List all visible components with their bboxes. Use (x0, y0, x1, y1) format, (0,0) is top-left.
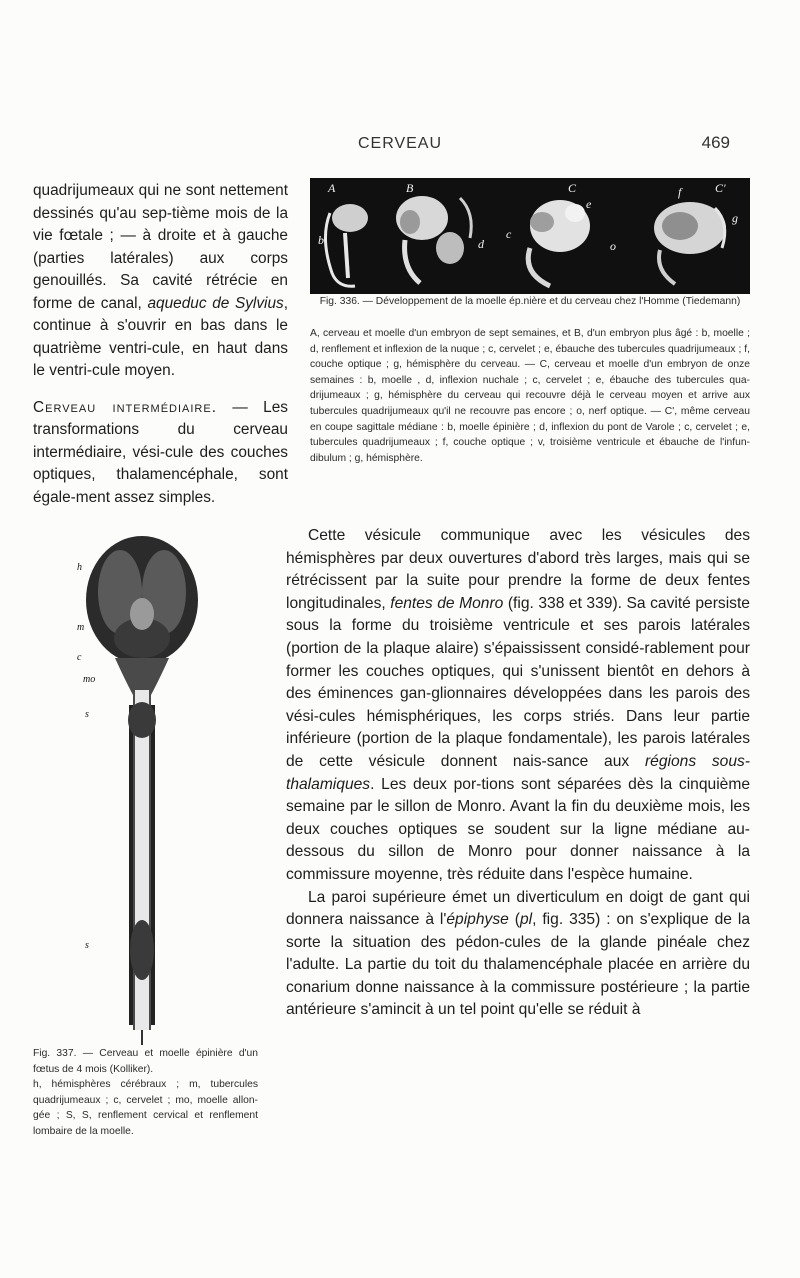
main-p2-italic-b: pl (519, 911, 533, 929)
fig336-label-f: f (678, 185, 682, 199)
main-paragraph-2 (286, 887, 750, 1023)
figure-336-legend: A, cerveau et moelle d'un embryon de sept semaines, et B, d'un embryon plus âgé : b, moelle ; d, renflement et inflexion de la nuque ; c, cervelet ; e, ébauche des tubercules quadrijumeaux ; f, couche optique ; g, hémisphère du cerveau. — C, cerveau et moelle d'un embryon de onze semaines : b, moelle , d, inflexion nuchale ; c, cervelet ; e, ébauche des tubercules qua-drijumeaux ; g, hémisphère du cerveau qui recouvre déjà le cerveau moyen et arrive aux tubercules quadrijumeaux qu'il ne recouvre pas encore ; o, nerf optique. — C', même cerveau en coupe sagittale médiane : b, moelle épinière ; d, inflexion du pont de Varole ; c, cervelet ; e, tubercules quadrijumeaux ; f, couche optique ; v, troisième ventricule et ébauche de l'infun-dibulum ; g, hémisphère. (310, 328, 750, 464)
fig336-label-g: g (732, 211, 738, 225)
running-header: CERVEAU (357, 135, 443, 152)
main-p1-text-b: (fig. 338 et 339). Sa cavité persiste sous la forme du troisième ventricule et ses parois latérales (portion de la plaque alaire) s'épaississent considé-rablement pour former les couches optiques, qui s'unissent bientôt en dehors à des éminences gan-glionnaires développées dans les parois des vési-cules hémisphériques, les corps striés. Dans leur partie inférieure (portion de la plaque fondamentale), les parois latérales de cette vésicule donnent nais-sance aux (286, 594, 750, 770)
main-p1-text-a: Cette vésicule communique avec les vésicules des hémisphères par deux ouvertures d'abord très larges, mais qui se rétrécissent par la suite pour prendre la forme de deux fentes longitudinales, (286, 527, 750, 612)
main-p1-italic-b: régions sous-thalamiques (286, 752, 751, 793)
fig337-label-mo: mo (83, 674, 96, 685)
section-paragraph (33, 397, 288, 510)
fig336-label-c-prime: C' (715, 181, 726, 195)
fig337-label-s-upper: s (85, 709, 89, 720)
fig336-label-b-small: b (318, 233, 324, 247)
section-title: Cerveau intermédiaire. (33, 398, 217, 416)
left-paragraph-italic: aqueduc de Sylvius (147, 294, 284, 312)
fig336-label-d: d (478, 237, 484, 251)
left-paragraph (33, 180, 288, 383)
spinal-cord-drawing (115, 658, 169, 1045)
figure-336-illustration (310, 178, 750, 294)
main-text-column (286, 525, 750, 1022)
figure-337-illustration (75, 530, 210, 1045)
main-p2-text-b: ( (508, 911, 520, 929)
main-p2-text-c: , fig. 335) : on s'explique de la sorte la situation des pédon-cules de la glande pinéale chez l'adulte. La partie du toit du thalamencéphale placée en arrière du conarium donne naissance à la commissure postérieure ; la partie antérieure s'amincit à un tel point qu'elle se réduit à (286, 911, 750, 1019)
fig336-label-a: A (328, 181, 336, 195)
main-paragraph-1 (286, 525, 750, 887)
left-paragraph-text-end: , continue à s'ouvrir en bas dans le quatrième ventri-cule, en haut dans le ventri-cule moyen. (33, 294, 288, 379)
figure-337-caption (33, 1046, 258, 1140)
left-column (33, 180, 288, 509)
figure-337-caption-legend: h, hémisphères cérébraux ; m, tubercules quadrijumeaux ; c, cervelet ; mo, moelle allon-gée ; S, S, renflement cervical et renflement lombaire de la moelle. (33, 1079, 258, 1137)
fig337-label-h: h (77, 562, 82, 573)
figure-337-caption-title: Fig. 337. — Cerveau et moelle épinière d'un fœtus de 4 mois (Kolliker). (33, 1048, 258, 1075)
figure-337-image (75, 530, 210, 1045)
main-p2-text-a: La paroi supérieure émet un diverticulum en doigt de gant qui donnera naissance à l' (286, 888, 750, 929)
figure-336-caption: Fig. 336. — Développement de la moelle ép.nière et du cerveau chez l'Homme (Tiedemann) (319, 296, 741, 307)
fig336-label-e: e (586, 197, 592, 211)
fig336-label-c: C (568, 181, 577, 195)
fig337-label-m: m (77, 622, 85, 633)
fig336-label-o: o (610, 239, 616, 253)
brain-hemispheres-drawing (86, 536, 198, 664)
fig336-label-c-small: c (506, 227, 512, 241)
main-p1-text-c: . Les deux por-tions sont séparées dès la cinquième semaine par le sillon de Monro. Avant la fin du deuxième mois, les deux couches optiques se soudent sur la ligne médiane au-dessous du sillon de Monro pour donner naissance à la commissure moyenne, très réduite dans l'espèce humaine. (286, 775, 750, 883)
fig337-label-c: c (77, 652, 82, 663)
figure-336-image (310, 178, 750, 294)
main-p1-italic-a: fentes de Monro (390, 594, 504, 612)
page-number: 469 (701, 133, 730, 152)
section-text: — Les transformations du cerveau intermédiaire, vési-cule des couches optiques, thalamencéphale, sont égale-ment assez simples. (33, 398, 288, 506)
main-p2-italic-a: épiphyse (446, 911, 509, 929)
fig336-label-b: B (406, 181, 414, 195)
left-paragraph-text: quadrijumeaux qui ne sont nettement dessinés qu'au sep-tième mois de la vie fœtale ; — à droite et à gauche (parties latérales) aux corps genouillés. Sa cavité rétrécie en forme de canal, (33, 182, 288, 312)
fig337-label-s-lower: s (85, 940, 89, 951)
